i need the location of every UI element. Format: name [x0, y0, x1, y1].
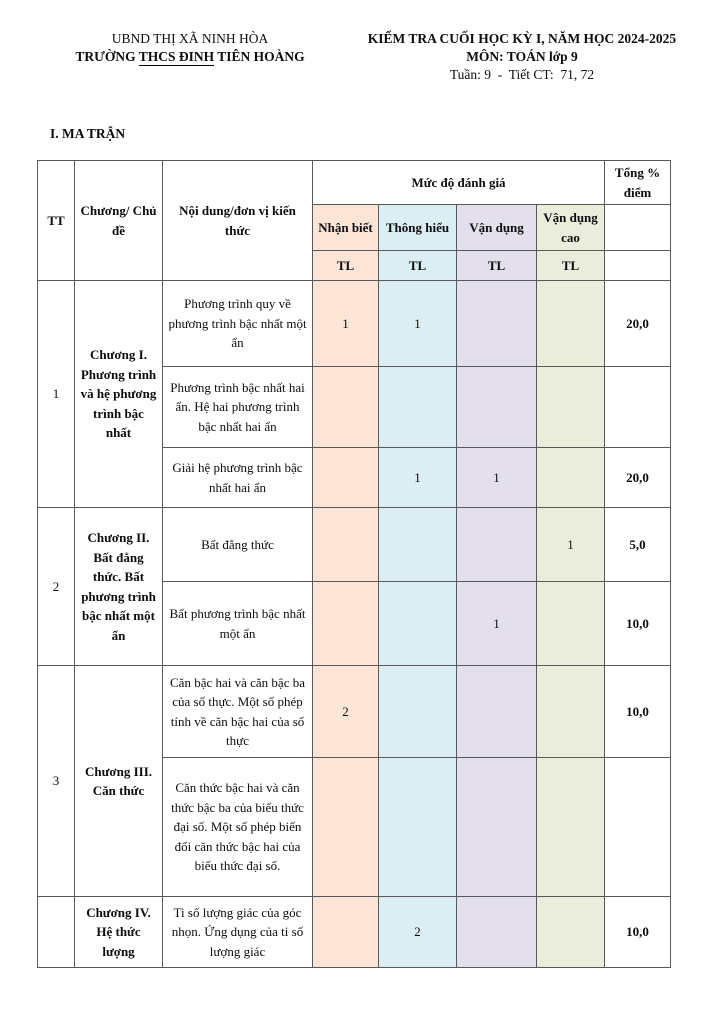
cell-chapter-1: Chương I. Phương trình và hệ phương trình bậc nhất: [75, 281, 163, 508]
cell-th-3-1: [379, 666, 457, 758]
cell-vd-1-2: [457, 367, 537, 448]
cell-tt-2: 2: [38, 508, 75, 666]
table-row: [38, 281, 671, 367]
col-header-content: Nội dung/đơn vị kiến thức: [163, 161, 313, 281]
cell-vdc-4-1: [537, 897, 605, 968]
cell-th-2-2: [379, 582, 457, 666]
cell-vdc-1-3: [537, 448, 605, 508]
cell-content-1-1: Phương trình quy về phương trình bậc nhất một ẩn: [163, 281, 313, 367]
cell-th-3-2: [379, 758, 457, 897]
level-sub-tl-th: TL: [379, 251, 457, 281]
header-row-1: [38, 161, 671, 205]
cell-chapter-3: Chương III. Căn thức: [75, 666, 163, 897]
col-header-total: Tổng % điểm: [605, 161, 671, 205]
cell-content-3-1: Căn bậc hai và căn bậc ba của số thực. Một số phép tính về căn bậc hai của số thực: [163, 666, 313, 758]
cell-vd-4-1: [457, 897, 537, 968]
level-header-van-dung: Vận dụng: [457, 205, 537, 251]
cell-total-1-1: 20,0: [605, 281, 671, 367]
cell-tt-1: 1: [38, 281, 75, 508]
cell-chapter-4: Chương IV. Hệ thức lượng: [75, 897, 163, 968]
total-col-spacer: [605, 251, 671, 281]
week-period-line: Tuần: 9 - Tiết CT: 71, 72: [449, 67, 595, 82]
cell-nb-3-2: [313, 758, 379, 897]
level-sub-tl-nb: TL: [313, 251, 379, 281]
table-row: [38, 666, 671, 758]
cell-nb-4-1: [313, 897, 379, 968]
cell-total-3-2: [605, 758, 671, 897]
cell-vdc-2-1: 1: [537, 508, 605, 582]
cell-vdc-2-2: [537, 582, 605, 666]
cell-vd-3-2: [457, 758, 537, 897]
table-row: [38, 508, 671, 582]
cell-nb-1-1: 1: [313, 281, 379, 367]
cell-content-4-1: Ti số lượng giác của góc nhọn. Ứng dụng của ti số lượng giác: [163, 897, 313, 968]
cell-vdc-1-2: [537, 367, 605, 448]
school-name: [40, 48, 340, 66]
level-header-nhan-biet: Nhận biết: [313, 205, 379, 251]
cell-chapter-2: Chương II. Bất đẳng thức. Bất phương trình bậc nhất một ẩn: [75, 508, 163, 666]
cell-total-3-1: 10,0: [605, 666, 671, 758]
header-right-block: [340, 30, 704, 84]
cell-total-1-3: 20,0: [605, 448, 671, 508]
cell-total-1-2: [605, 367, 671, 448]
table-row: [38, 897, 671, 968]
col-header-tt: TT: [38, 161, 75, 281]
cell-nb-3-1: 2: [313, 666, 379, 758]
cell-th-1-1: 1: [379, 281, 457, 367]
cell-total-2-2: 10,0: [605, 582, 671, 666]
total-col-spacer: [605, 205, 671, 251]
cell-nb-1-3: [313, 448, 379, 508]
cell-tt-4: [38, 897, 75, 968]
cell-vd-2-2: 1: [457, 582, 537, 666]
school-name-prefix: TRƯỜNG: [75, 49, 139, 64]
level-sub-tl-vdc: TL: [537, 251, 605, 281]
cell-vdc-3-1: [537, 666, 605, 758]
col-header-chapter: Chương/ Chủ đề: [75, 161, 163, 281]
cell-nb-2-1: [313, 508, 379, 582]
cell-total-2-1: 5,0: [605, 508, 671, 582]
level-sub-tl-vd: TL: [457, 251, 537, 281]
cell-content-1-2: Phương trình bậc nhất hai ẩn. Hệ hai phương trình bậc nhất hai ẩn: [163, 367, 313, 448]
section-title: I. MA TRẬN: [50, 126, 126, 141]
cell-nb-1-2: [313, 367, 379, 448]
cell-vdc-1-1: [537, 281, 605, 367]
document-header: [0, 0, 724, 84]
exam-title: KIỂM TRA CUỐI HỌC KỲ I, NĂM HỌC 2024-2025: [367, 31, 677, 46]
cell-content-2-1: Bất đẳng thức: [163, 508, 313, 582]
cell-content-2-2: Bất phương trình bậc nhất một ẩn: [163, 582, 313, 666]
col-header-levels: Mức độ đánh giá: [313, 161, 605, 205]
school-name-underlined: THCS ĐINH: [138, 49, 215, 64]
cell-vdc-3-2: [537, 758, 605, 897]
cell-content-3-2: Căn thức bậc hai và căn thức bậc ba của biểu thức đại số. Một số phép biến đổi căn thức bậc hai của biểu thức đại số.: [163, 758, 313, 897]
cell-tt-3: 3: [38, 666, 75, 897]
cell-th-4-1: 2: [379, 897, 457, 968]
cell-vd-3-1: [457, 666, 537, 758]
cell-vd-1-3: 1: [457, 448, 537, 508]
cell-content-1-3: Giải hệ phương trình bậc nhất hai ẩn: [163, 448, 313, 508]
level-header-thong-hieu: Thông hiểu: [379, 205, 457, 251]
matrix-table: [37, 160, 671, 968]
school-name-suffix: TIÊN HOÀNG: [214, 49, 305, 64]
cell-th-1-2: [379, 367, 457, 448]
cell-nb-2-2: [313, 582, 379, 666]
cell-total-4-1: 10,0: [605, 897, 671, 968]
cell-vd-2-1: [457, 508, 537, 582]
cell-vd-1-1: [457, 281, 537, 367]
cell-th-2-1: [379, 508, 457, 582]
cell-th-1-3: 1: [379, 448, 457, 508]
org-name: UBND THỊ XÃ NINH HÒA: [111, 31, 269, 46]
subject-line: MÔN: TOÁN lớp 9: [466, 49, 578, 64]
level-header-van-dung-cao: Vận dụng cao: [537, 205, 605, 251]
header-left-block: [40, 30, 340, 84]
